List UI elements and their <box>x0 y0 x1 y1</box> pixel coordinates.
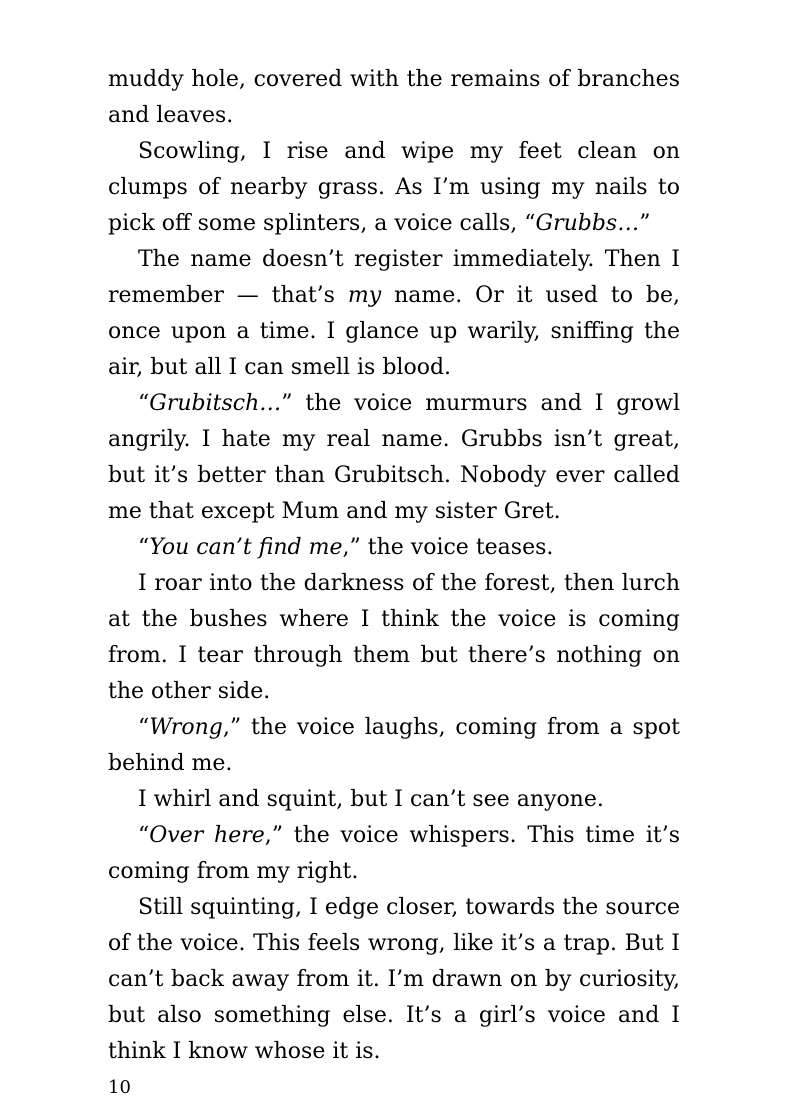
text-run: “ <box>138 823 150 848</box>
paragraph <box>108 386 680 530</box>
text-run: “ <box>138 391 150 416</box>
text-run: name. Or it used to be, once upon a time. I glance up warily, sniffing the air, but all I can smell is blood. <box>108 283 680 380</box>
text-run: The name doesn’t register immediately. Then I remember — that’s <box>108 247 680 308</box>
text-run: I whirl and squint, but I can’t see anyone. <box>138 787 604 812</box>
italic-text-run: Grubbs… <box>535 211 640 236</box>
italic-text-run: Grubitsch… <box>149 391 282 416</box>
text-run: Still squinting, I edge closer, towards the source of the voice. This feels wrong, like it’s a trap. But I can’t back away from it. I’m drawn on by curiosity, but also something else. It’s a girl’s voice and I think I know whose it is. <box>108 895 680 1064</box>
text-run: ,” the voice laughs, coming from a spot behind me. <box>108 715 680 776</box>
page-number: 10 <box>108 1077 131 1098</box>
text-run: Scowling, I rise and wipe my feet clean on clumps of nearby grass. As I’m using my nails to pick off some splinters, a voice calls, “ <box>108 139 680 236</box>
paragraph <box>108 710 680 782</box>
paragraph <box>108 242 680 386</box>
text-run: “ <box>138 715 150 740</box>
paragraph <box>108 134 680 242</box>
paragraph <box>108 782 680 818</box>
book-page-body <box>108 62 680 1070</box>
text-run: “ <box>138 535 150 560</box>
paragraph <box>108 530 680 566</box>
text-run: I roar into the darkness of the forest, then lurch at the bushes where I think the voice is coming from. I tear through them but there’s nothing on the other side. <box>108 571 680 704</box>
paragraph <box>108 62 680 134</box>
italic-text-run: my <box>347 283 382 308</box>
text-run: ” <box>639 211 651 236</box>
text-run: ,” the voice whispers. This time it’s coming from my right. <box>108 823 680 884</box>
paragraph <box>108 566 680 710</box>
italic-text-run: Wrong <box>149 715 223 740</box>
italic-text-run: Over here <box>149 823 265 848</box>
text-run: ,” the voice teases. <box>342 535 554 560</box>
text-run: ” the voice murmurs and I growl angrily. I hate my real name. Grubbs isn’t great, but it’s better than Grubitsch. Nobody ever called me that except Mum and my sister Gret. <box>108 391 680 524</box>
paragraph <box>108 818 680 890</box>
text-run: muddy hole, covered with the remains of branches and leaves. <box>108 67 680 128</box>
paragraph <box>108 890 680 1070</box>
italic-text-run: You can’t find me <box>149 535 343 560</box>
